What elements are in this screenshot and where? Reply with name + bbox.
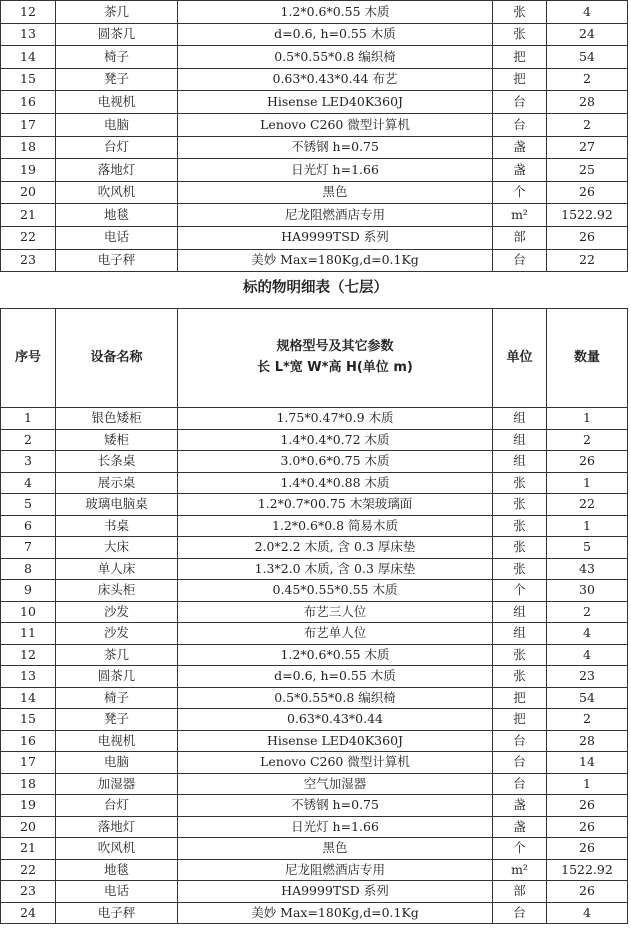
table-row [1, 1, 628, 24]
equipment-name-cell: 电子秤 [56, 249, 178, 272]
header-quantity: 数量 [547, 309, 628, 408]
table-row [1, 113, 628, 136]
table-row [1, 881, 628, 903]
table-row [1, 159, 628, 182]
table-row [1, 709, 628, 731]
equipment-name-cell: 沙发 [56, 623, 178, 645]
quantity-cell: 2 [547, 709, 628, 731]
quantity-cell: 2 [547, 429, 628, 451]
serial-number-cell: 22 [1, 859, 56, 881]
quantity-cell: 1 [547, 773, 628, 795]
quantity-cell: 4 [547, 1, 628, 24]
specification-cell: 1.75*0.47*0.9 木质 [178, 408, 493, 430]
quantity-cell: 2 [547, 68, 628, 91]
table-row [1, 46, 628, 69]
unit-cell: 张 [493, 537, 547, 559]
specification-cell: 美妙 Max=180Kg,d=0.1Kg [178, 249, 493, 272]
table-row [1, 23, 628, 46]
quantity-cell: 2 [547, 113, 628, 136]
specification-cell: 1.2*0.6*0.8 简易木质 [178, 515, 493, 537]
unit-cell: 组 [493, 601, 547, 623]
serial-number-cell: 15 [1, 68, 56, 91]
unit-cell: m² [493, 204, 547, 227]
serial-number-cell: 17 [1, 113, 56, 136]
serial-number-cell: 23 [1, 881, 56, 903]
serial-number-cell: 10 [1, 601, 56, 623]
serial-number-cell: 13 [1, 666, 56, 688]
unit-cell: 张 [493, 515, 547, 537]
equipment-name-cell: 吹风机 [56, 181, 178, 204]
unit-cell: m² [493, 859, 547, 881]
equipment-name-cell: 台灯 [56, 795, 178, 817]
unit-cell: 张 [493, 666, 547, 688]
table-row [1, 773, 628, 795]
section-title: 标的物明细表（七层） [243, 280, 388, 296]
header-serial-number: 序号 [1, 309, 56, 408]
equipment-name-cell: 凳子 [56, 68, 178, 91]
unit-cell: 张 [493, 644, 547, 666]
specification-cell: Lenovo C260 微型计算机 [178, 752, 493, 774]
table-row [1, 226, 628, 249]
specification-cell: HA9999TSD 系列 [178, 881, 493, 903]
unit-cell: 组 [493, 429, 547, 451]
equipment-name-cell: 电视机 [56, 730, 178, 752]
unit-cell: 张 [493, 558, 547, 580]
unit-cell: 张 [493, 1, 547, 24]
serial-number-cell: 7 [1, 537, 56, 559]
unit-cell: 台 [493, 730, 547, 752]
serial-number-cell: 4 [1, 472, 56, 494]
serial-number-cell: 20 [1, 816, 56, 838]
table-row [1, 537, 628, 559]
equipment-name-cell: 地毯 [56, 859, 178, 881]
unit-cell: 台 [493, 91, 547, 114]
equipment-name-cell: 地毯 [56, 204, 178, 227]
quantity-cell: 22 [547, 494, 628, 516]
table-header-row [1, 309, 628, 408]
quantity-cell: 4 [547, 902, 628, 924]
quantity-cell: 26 [547, 451, 628, 473]
serial-number-cell: 20 [1, 181, 56, 204]
serial-number-cell: 16 [1, 730, 56, 752]
specification-cell: 3.0*0.6*0.75 木质 [178, 451, 493, 473]
serial-number-cell: 15 [1, 709, 56, 731]
quantity-cell: 26 [547, 816, 628, 838]
table-row [1, 730, 628, 752]
serial-number-cell: 18 [1, 136, 56, 159]
specification-cell: 美妙 Max=180Kg,d=0.1Kg [178, 902, 493, 924]
serial-number-cell: 21 [1, 838, 56, 860]
table-row [1, 752, 628, 774]
table-row [1, 644, 628, 666]
equipment-name-cell: 吹风机 [56, 838, 178, 860]
quantity-cell: 14 [547, 752, 628, 774]
equipment-name-cell: 椅子 [56, 46, 178, 69]
equipment-name-cell: 电脑 [56, 113, 178, 136]
table-row [1, 181, 628, 204]
unit-cell: 组 [493, 451, 547, 473]
quantity-cell: 24 [547, 23, 628, 46]
equipment-name-cell: 台灯 [56, 136, 178, 159]
quantity-cell: 1 [547, 515, 628, 537]
unit-cell: 台 [493, 773, 547, 795]
quantity-cell: 4 [547, 623, 628, 645]
serial-number-cell: 13 [1, 23, 56, 46]
unit-cell: 台 [493, 249, 547, 272]
unit-cell: 盏 [493, 795, 547, 817]
serial-number-cell: 12 [1, 644, 56, 666]
equipment-name-cell: 茶几 [56, 1, 178, 24]
quantity-cell: 26 [547, 226, 628, 249]
table-row [1, 859, 628, 881]
specification-cell: 1.2*0.6*0.55 木质 [178, 644, 493, 666]
serial-number-cell: 17 [1, 752, 56, 774]
upper-equipment-table [0, 0, 628, 272]
specification-cell: 黑色 [178, 838, 493, 860]
equipment-name-cell: 落地灯 [56, 159, 178, 182]
serial-number-cell: 5 [1, 494, 56, 516]
specification-cell: Lenovo C260 微型计算机 [178, 113, 493, 136]
table-row [1, 494, 628, 516]
quantity-cell: 1522.92 [547, 204, 628, 227]
specification-cell: 0.5*0.55*0.8 编织椅 [178, 687, 493, 709]
header-spec-line1: 规格型号及其它参数 [276, 339, 394, 355]
unit-cell: 个 [493, 838, 547, 860]
quantity-cell: 54 [547, 687, 628, 709]
specification-cell: Hisense LED40K360J [178, 730, 493, 752]
specification-cell: 0.5*0.55*0.8 编织椅 [178, 46, 493, 69]
specification-cell: 布艺三人位 [178, 601, 493, 623]
quantity-cell: 26 [547, 881, 628, 903]
equipment-name-cell: 长条桌 [56, 451, 178, 473]
specification-cell: 不锈钢 h=0.75 [178, 795, 493, 817]
unit-cell: 张 [493, 472, 547, 494]
table-row [1, 580, 628, 602]
specification-cell: 不锈钢 h=0.75 [178, 136, 493, 159]
specification-cell: 日光灯 h=1.66 [178, 816, 493, 838]
equipment-name-cell: 落地灯 [56, 816, 178, 838]
quantity-cell: 1 [547, 472, 628, 494]
specification-cell: 黑色 [178, 181, 493, 204]
quantity-cell: 1 [547, 408, 628, 430]
table-row [1, 136, 628, 159]
quantity-cell: 30 [547, 580, 628, 602]
table-row [1, 623, 628, 645]
header-unit: 单位 [493, 309, 547, 408]
unit-cell: 把 [493, 46, 547, 69]
unit-cell: 个 [493, 181, 547, 204]
equipment-name-cell: 单人床 [56, 558, 178, 580]
serial-number-cell: 6 [1, 515, 56, 537]
serial-number-cell: 14 [1, 46, 56, 69]
specification-cell: 尼龙阻燃酒店专用 [178, 204, 493, 227]
specification-cell: d=0.6, h=0.55 木质 [178, 666, 493, 688]
quantity-cell: 25 [547, 159, 628, 182]
serial-number-cell: 21 [1, 204, 56, 227]
seventh-floor-equipment-table [0, 308, 628, 924]
serial-number-cell: 12 [1, 1, 56, 24]
serial-number-cell: 24 [1, 902, 56, 924]
serial-number-cell: 1 [1, 408, 56, 430]
equipment-name-cell: 茶几 [56, 644, 178, 666]
quantity-cell: 2 [547, 601, 628, 623]
specification-cell: 0.63*0.43*0.44 [178, 709, 493, 731]
equipment-name-cell: 圆茶几 [56, 666, 178, 688]
equipment-name-cell: 沙发 [56, 601, 178, 623]
serial-number-cell: 3 [1, 451, 56, 473]
equipment-name-cell: 电视机 [56, 91, 178, 114]
equipment-name-cell: 电话 [56, 881, 178, 903]
unit-cell: 组 [493, 408, 547, 430]
serial-number-cell: 22 [1, 226, 56, 249]
table-row [1, 601, 628, 623]
quantity-cell: 28 [547, 730, 628, 752]
serial-number-cell: 23 [1, 249, 56, 272]
table-row [1, 515, 628, 537]
specification-cell: 0.45*0.55*0.55 木质 [178, 580, 493, 602]
equipment-name-cell: 凳子 [56, 709, 178, 731]
quantity-cell: 54 [547, 46, 628, 69]
specification-cell: 1.3*2.0 木质, 含 0.3 厚床垫 [178, 558, 493, 580]
specification-cell: 空气加湿器 [178, 773, 493, 795]
header-equipment-name: 设备名称 [56, 309, 178, 408]
table-row [1, 795, 628, 817]
unit-cell: 个 [493, 580, 547, 602]
quantity-cell: 28 [547, 91, 628, 114]
header-specification [178, 309, 493, 408]
equipment-name-cell: 床头柜 [56, 580, 178, 602]
specification-cell: Hisense LED40K360J [178, 91, 493, 114]
quantity-cell: 22 [547, 249, 628, 272]
serial-number-cell: 16 [1, 91, 56, 114]
equipment-name-cell: 加湿器 [56, 773, 178, 795]
unit-cell: 盏 [493, 816, 547, 838]
unit-cell: 台 [493, 113, 547, 136]
quantity-cell: 23 [547, 666, 628, 688]
unit-cell: 组 [493, 623, 547, 645]
table-row [1, 558, 628, 580]
unit-cell: 张 [493, 494, 547, 516]
table-row [1, 666, 628, 688]
specification-cell: 日光灯 h=1.66 [178, 159, 493, 182]
unit-cell: 台 [493, 752, 547, 774]
quantity-cell: 26 [547, 795, 628, 817]
unit-cell: 盏 [493, 136, 547, 159]
equipment-name-cell: 电话 [56, 226, 178, 249]
specification-cell: 1.4*0.4*0.88 木质 [178, 472, 493, 494]
specification-cell: 0.63*0.43*0.44 布艺 [178, 68, 493, 91]
table-row [1, 68, 628, 91]
specification-cell: 1.4*0.4*0.72 木质 [178, 429, 493, 451]
table-row [1, 204, 628, 227]
quantity-cell: 4 [547, 644, 628, 666]
equipment-name-cell: 大床 [56, 537, 178, 559]
equipment-name-cell: 电子秤 [56, 902, 178, 924]
serial-number-cell: 8 [1, 558, 56, 580]
specification-cell: 1.2*0.6*0.55 木质 [178, 1, 493, 24]
header-spec-line2: 长 L*宽 W*高 H(单位 m) [257, 360, 413, 375]
serial-number-cell: 11 [1, 623, 56, 645]
quantity-cell: 26 [547, 181, 628, 204]
unit-cell: 张 [493, 23, 547, 46]
specification-cell: 1.2*0.7*00.75 木架玻璃面 [178, 494, 493, 516]
specification-cell: HA9999TSD 系列 [178, 226, 493, 249]
table-row [1, 451, 628, 473]
quantity-cell: 5 [547, 537, 628, 559]
serial-number-cell: 2 [1, 429, 56, 451]
table-row [1, 91, 628, 114]
equipment-name-cell: 玻璃电脑桌 [56, 494, 178, 516]
table-row [1, 838, 628, 860]
unit-cell: 把 [493, 687, 547, 709]
equipment-name-cell: 矮柜 [56, 429, 178, 451]
specification-cell: 2.0*2.2 木质, 含 0.3 厚床垫 [178, 537, 493, 559]
equipment-name-cell: 银色矮柜 [56, 408, 178, 430]
serial-number-cell: 9 [1, 580, 56, 602]
specification-cell: d=0.6, h=0.55 木质 [178, 23, 493, 46]
equipment-name-cell: 电脑 [56, 752, 178, 774]
table-row [1, 902, 628, 924]
equipment-name-cell: 圆茶几 [56, 23, 178, 46]
unit-cell: 部 [493, 226, 547, 249]
equipment-name-cell: 椅子 [56, 687, 178, 709]
quantity-cell: 27 [547, 136, 628, 159]
serial-number-cell: 18 [1, 773, 56, 795]
serial-number-cell: 14 [1, 687, 56, 709]
table-row [1, 408, 628, 430]
table-row [1, 816, 628, 838]
unit-cell: 把 [493, 709, 547, 731]
equipment-name-cell: 书桌 [56, 515, 178, 537]
unit-cell: 盏 [493, 159, 547, 182]
serial-number-cell: 19 [1, 795, 56, 817]
specification-cell: 布艺单人位 [178, 623, 493, 645]
table-row [1, 472, 628, 494]
unit-cell: 把 [493, 68, 547, 91]
quantity-cell: 43 [547, 558, 628, 580]
unit-cell: 台 [493, 902, 547, 924]
specification-cell: 尼龙阻燃酒店专用 [178, 859, 493, 881]
table-row [1, 687, 628, 709]
quantity-cell: 1522.92 [547, 859, 628, 881]
serial-number-cell: 19 [1, 159, 56, 182]
quantity-cell: 26 [547, 838, 628, 860]
unit-cell: 部 [493, 881, 547, 903]
table-row [1, 429, 628, 451]
equipment-name-cell: 展示桌 [56, 472, 178, 494]
